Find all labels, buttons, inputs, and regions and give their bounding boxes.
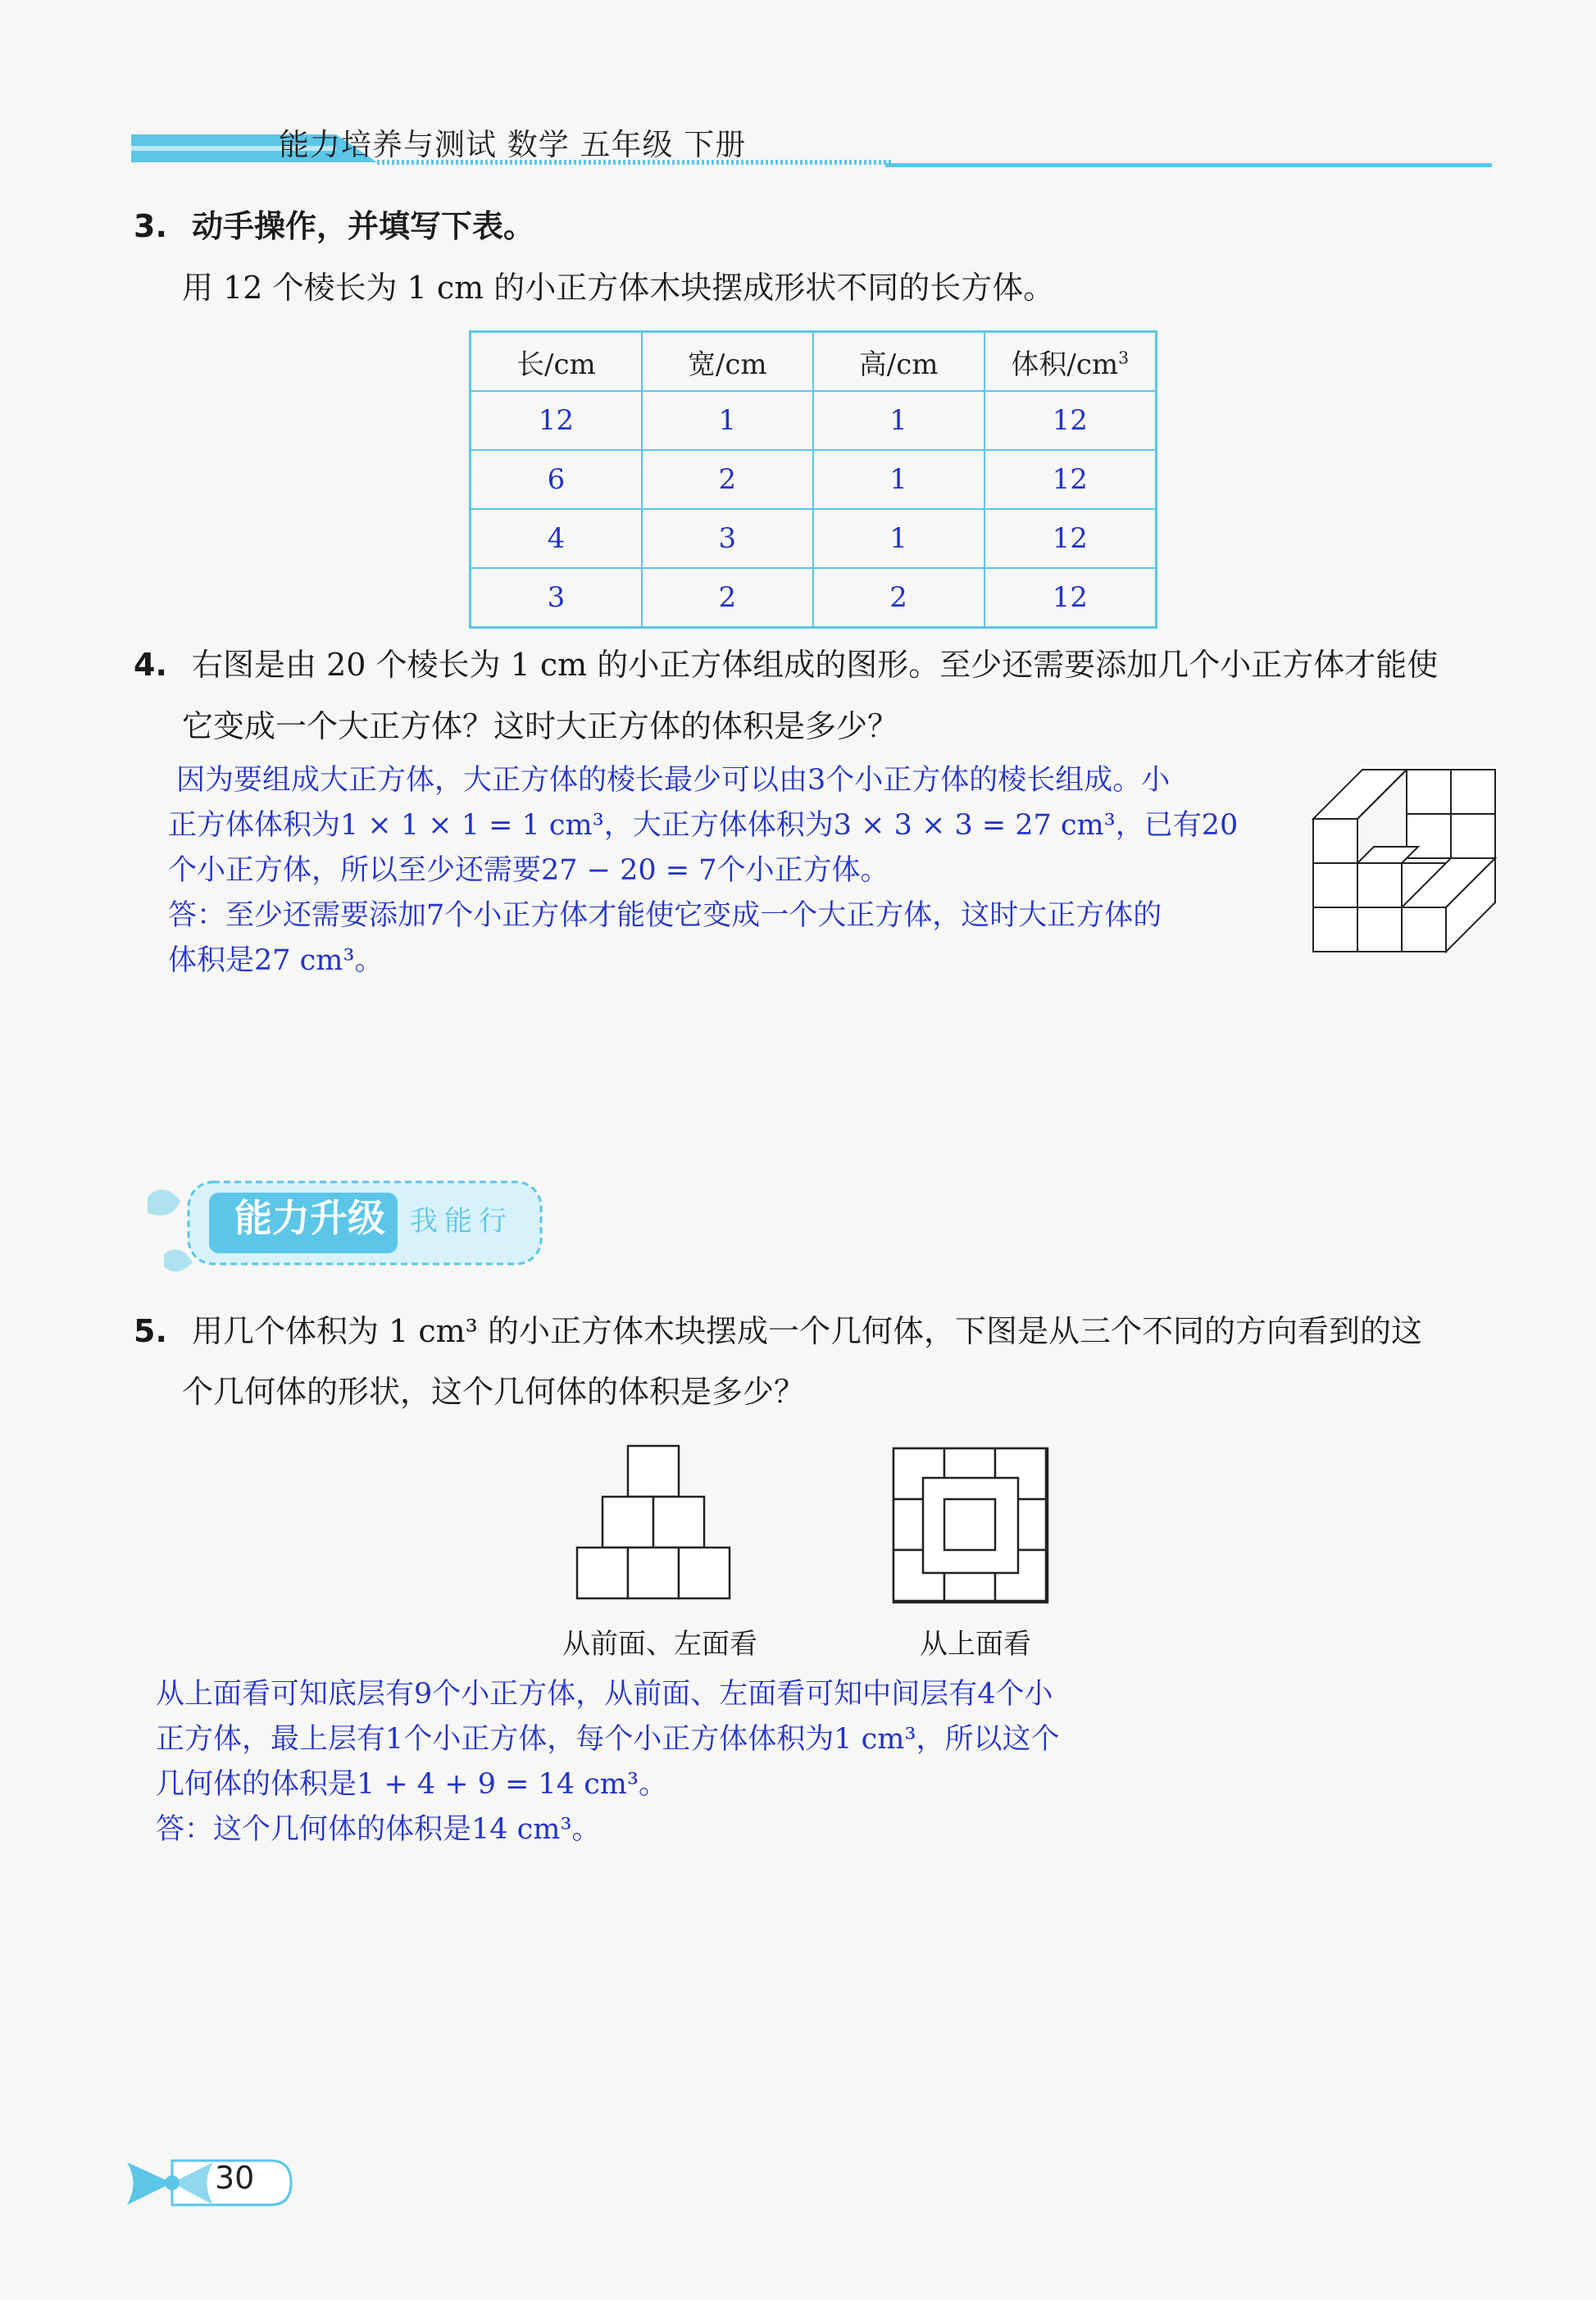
q3-number: 3. (134, 208, 167, 244)
table-row (471, 391, 1157, 450)
table-cell: 6 (471, 450, 642, 509)
table-cell: 12 (984, 509, 1157, 568)
q4-answer-line: 个小正方体，所以至少还需要27 − 20 = 7个小正方体。 (168, 854, 889, 887)
page-number-decoration (123, 2154, 295, 2211)
page-number: 30 (215, 2160, 255, 2196)
table-header-volume: 体积$/cm^3$ (984, 332, 1157, 392)
q4-answer (168, 758, 1238, 984)
table-cell: 1 (813, 509, 984, 568)
q5-answer (156, 1672, 1060, 1852)
q4-line1 (134, 643, 1438, 686)
q5-answer-line: 从上面看可知底层有9个小正方体，从前面、左面看可知中间层有4个小 (156, 1678, 1053, 1711)
header-title: 能力培养与测试 数学 五年级 下册 (279, 127, 747, 162)
table-row (471, 509, 1157, 568)
q4-line2: 它变成一个大正方体？这时大正方体的体积是多少？ (182, 708, 899, 744)
q4-answer-line: 正方体体积为1 × 1 × 1 = 1 cm³，大正方体体积为3 × 3 × 3 = 27 cm³，已有20 (168, 809, 1239, 842)
q5-number: 5. (134, 1313, 167, 1349)
table-row (471, 568, 1157, 628)
q3-title: 动手操作，并填写下表。 (191, 208, 534, 244)
q3-heading (134, 205, 534, 248)
table-cell: 3 (471, 568, 642, 628)
table-cell: 12 (984, 568, 1157, 628)
table-cell: 1 (813, 450, 984, 509)
q5-text-1: 用几个体积为 1 cm³ 的小正方体木块摆成一个几何体，下图是从三个不同的方向看到的这 (191, 1313, 1422, 1349)
table-cell: 1 (642, 391, 813, 450)
table-cell: 12 (984, 450, 1157, 509)
cube-figure (1312, 766, 1500, 955)
q4-answer-line: 体积是27 cm³。 (168, 944, 384, 977)
table-row (471, 450, 1157, 509)
q3-prompt: 用 12 个棱长为 1 cm 的小正方体木块摆成形状不同的长方体。 (182, 270, 1055, 306)
table-cell: 3 (642, 509, 813, 568)
q5-answer-line: 答：这个几何体的体积是14 cm³。 (156, 1813, 601, 1846)
q5-answer-line: 几何体的体积是1 + 4 + 9 = 14 cm³。 (156, 1768, 668, 1801)
table-cell: 12 (471, 391, 642, 450)
table-cell: 4 (471, 509, 642, 568)
table-header-width: 宽/cm (642, 332, 813, 392)
table-header-height: 高/cm (813, 332, 984, 392)
q5-line1 (134, 1310, 1422, 1352)
header-rule (885, 163, 1492, 167)
caption-top: 从上面看 (920, 1628, 1031, 1661)
badge-sub: 我能行 (410, 1205, 513, 1238)
top-view-figure (892, 1447, 1051, 1606)
table-cell: 2 (642, 450, 813, 509)
caption-front-left: 从前面、左面看 (562, 1628, 757, 1661)
q4-number: 4. (134, 647, 167, 683)
volume-table (469, 330, 1157, 629)
table-cell: 12 (984, 391, 1157, 450)
table-cell: 2 (813, 568, 984, 628)
q4-answer-line: 因为要组成大正方体，大正方体的棱长最少可以由3个小正方体的棱长组成。小 (176, 764, 1171, 797)
table-cell: 1 (813, 391, 984, 450)
q5-line2: 个几何体的形状，这个几何体的体积是多少？ (182, 1374, 806, 1410)
badge-label: 能力升级 (234, 1196, 385, 1240)
front-left-view-figure (574, 1444, 734, 1605)
table-header-length: 长/cm (471, 332, 642, 392)
q4-text-1: 右图是由 20 个棱长为 1 cm 的小正方体组成的图形。至少还需要添加几个小正方体才能使 (191, 647, 1439, 683)
q4-answer-line: 答：至少还需要添加7个小正方体才能使它变成一个大正方体，这时大正方体的 (168, 899, 1162, 932)
q5-answer-line: 正方体，最上层有1个小正方体，每个小正方体体积为1 cm³，所以这个 (156, 1723, 1060, 1756)
table-header-row (471, 332, 1157, 392)
table-cell: 2 (642, 568, 813, 628)
